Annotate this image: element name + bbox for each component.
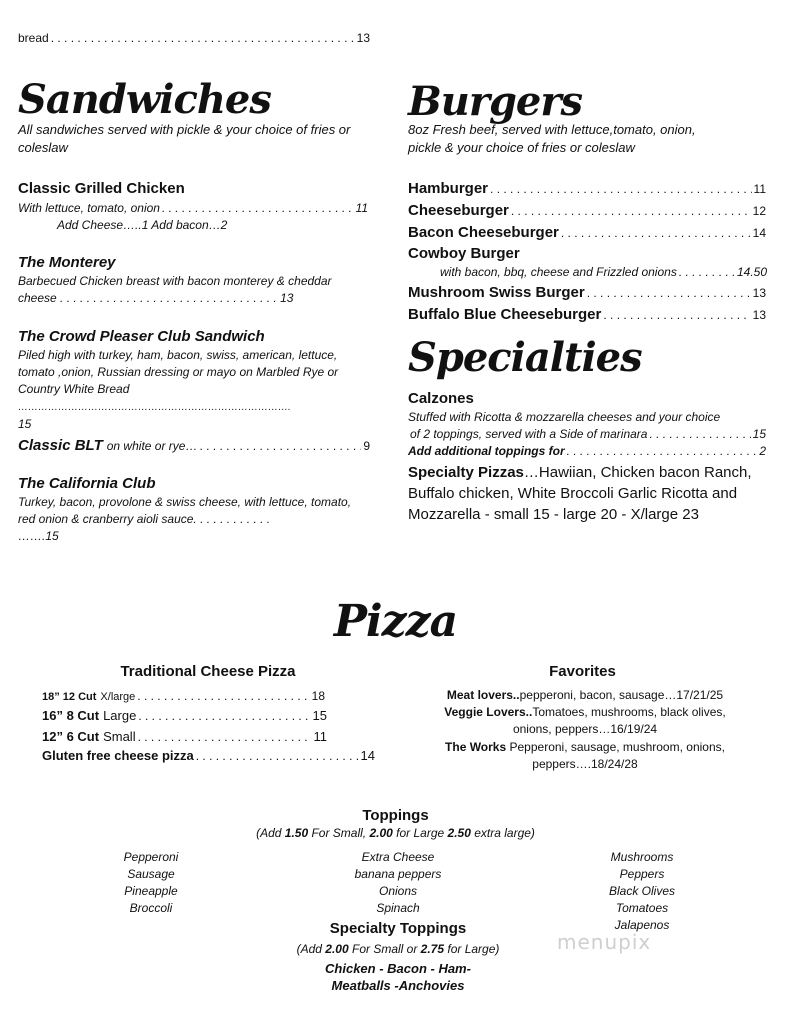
blt-row bbox=[18, 437, 370, 455]
size-12-name: Small bbox=[103, 729, 136, 744]
toppings-note-mid: For Small, bbox=[308, 826, 370, 840]
bacon-cheeseburger-title: Bacon Cheeseburger bbox=[408, 224, 559, 241]
buffalo-blue-price: 13 bbox=[752, 308, 766, 322]
topping-item: Peppers bbox=[619, 867, 665, 881]
monterey-desc: Barbecued Chicken breast with bacon monterey & cheddar cheese bbox=[18, 274, 332, 305]
veggie-lovers bbox=[425, 704, 745, 738]
veggie-lovers-text: Tomatoes, mushrooms, black olives, onions, peppers…16/19/24 bbox=[512, 705, 726, 736]
mushroom-swiss-price: 13 bbox=[752, 286, 766, 300]
crowd-pleaser-desc: Piled high with turkey, ham, bacon, swiss, american, lettuce, tomato ,onion, Russian dressing or mayo on Marbled Rye or Country White Bread bbox=[18, 348, 339, 396]
classic-grilled-chicken-addons: Add Cheese…..1 Add bacon…2 bbox=[57, 218, 228, 232]
leader-dots: ………………………………………………………………………. bbox=[18, 402, 291, 413]
topping-item: Onions bbox=[378, 884, 418, 898]
the-works-text: Pepperoni, sausage, mushroom, onions, peppers….18/24/28 bbox=[509, 740, 725, 771]
cowboy-burger-desc: with bacon, bbq, cheese and Frizzled onions bbox=[440, 265, 677, 279]
traditional-cheese-title: Traditional Cheese Pizza bbox=[120, 663, 296, 680]
size-18-price: 18 bbox=[311, 689, 325, 703]
leader-dots bbox=[511, 204, 751, 218]
mushroom-swiss-row bbox=[408, 284, 766, 302]
size-18-label: 18” 12 Cut bbox=[42, 691, 97, 703]
cheeseburger-price: 12 bbox=[752, 204, 766, 218]
classic-grilled-chicken-price: 11 bbox=[355, 201, 368, 215]
specialty-pizzas-text: …Hawiian, Chicken bacon Ranch, Buffalo chicken, White Broccoli Garlic Ricotta and Mozzarella - small 15 - large 20 - X/large 23 bbox=[408, 464, 752, 523]
bacon-cheeseburger-row bbox=[408, 224, 766, 242]
cheeseburger-title: Cheeseburger bbox=[408, 202, 509, 219]
leader-dots bbox=[51, 30, 355, 47]
buffalo-blue-row bbox=[408, 306, 766, 324]
bread-row bbox=[18, 30, 370, 47]
size-16-name: Large bbox=[103, 708, 137, 723]
california-club-price: 15 bbox=[45, 529, 59, 543]
meat-lovers-name: Meat lovers.. bbox=[446, 688, 520, 702]
specialties-title: Specialties bbox=[408, 334, 642, 381]
bread-price: 13 bbox=[356, 31, 370, 45]
topping-item: Pepperoni bbox=[123, 850, 179, 864]
monterey-title: The Monterey bbox=[18, 254, 116, 271]
sandwiches-subtitle: All sandwiches served with pickle & your choice of fries or coleslaw bbox=[18, 122, 351, 155]
toppings-col1 bbox=[86, 849, 216, 917]
toppings-title: Toppings bbox=[362, 807, 429, 824]
toppings-note-post: extra large) bbox=[470, 826, 535, 840]
topping-item: Black Olives bbox=[608, 884, 676, 898]
additional-toppings-row bbox=[408, 443, 766, 460]
specialty-pizzas-label: Specialty Pizzas bbox=[408, 464, 524, 481]
bacon-cheeseburger-price: 14 bbox=[752, 226, 766, 240]
classic-grilled-chicken-title: Classic Grilled Chicken bbox=[18, 180, 185, 197]
size-16-row bbox=[42, 708, 327, 723]
meat-lovers-text: pepperoni, bacon, sausage…17/21/25 bbox=[519, 688, 724, 702]
burgers-title: Burgers bbox=[408, 78, 582, 125]
leader-dots bbox=[649, 426, 750, 443]
size-16-price: 15 bbox=[312, 708, 327, 723]
toppings-note bbox=[0, 825, 791, 842]
hamburger-price: 11 bbox=[753, 182, 766, 196]
calzones-row bbox=[410, 426, 766, 443]
leader-dots bbox=[587, 286, 751, 300]
gluten-free-row bbox=[42, 748, 375, 763]
hamburger-row bbox=[408, 180, 766, 198]
topping-item: Pineapple bbox=[124, 884, 178, 898]
calzones-price: 15 bbox=[752, 427, 766, 441]
size-18-name: X/large bbox=[100, 691, 136, 703]
additional-toppings-price: 2 bbox=[759, 444, 766, 458]
calzones-desc1: Stuffed with Ricotta & mozzarella cheeses and your choice bbox=[408, 410, 721, 424]
topping-item: banana peppers bbox=[354, 867, 442, 881]
specialty-small-price: 2.00 bbox=[325, 942, 349, 956]
leader-dots: . . . . . . . . . . . . . . . . . . . . . . . . . . . . . . . . . bbox=[60, 291, 281, 305]
bread-label: bread bbox=[18, 31, 49, 45]
blt-desc: on white or rye… bbox=[106, 439, 198, 453]
specialty-note-pre: (Add bbox=[296, 942, 326, 956]
calzones-title: Calzones bbox=[408, 390, 474, 407]
specialty-toppings-line2: Meatballs -Anchovies bbox=[331, 978, 465, 993]
toppings-col3 bbox=[577, 849, 707, 934]
crowd-pleaser-desc-wrap bbox=[18, 347, 370, 433]
leader-dots bbox=[137, 688, 309, 705]
size-12-price: 11 bbox=[313, 729, 327, 744]
toppings-small-price: 1.50 bbox=[284, 826, 309, 840]
topping-item: Tomatoes bbox=[615, 901, 669, 915]
leader-dots bbox=[199, 439, 361, 453]
crowd-pleaser-title: The Crowd Pleaser Club Sandwich bbox=[18, 328, 265, 345]
blt-price: 9 bbox=[363, 439, 370, 453]
menupix-watermark: menupix bbox=[557, 930, 652, 954]
hamburger-title: Hamburger bbox=[408, 180, 489, 197]
leader-dots bbox=[162, 200, 354, 217]
classic-grilled-chicken-desc: With lettuce, tomato, onion bbox=[18, 201, 160, 215]
leader-dots: ……. bbox=[18, 529, 46, 543]
leader-dots bbox=[138, 730, 312, 744]
topping-item: Broccoli bbox=[129, 901, 173, 915]
cowboy-burger-price: 14.50 bbox=[736, 265, 767, 279]
toppings-xl-price: 2.50 bbox=[447, 826, 471, 840]
pizza-title: Pizza bbox=[333, 596, 458, 647]
the-works bbox=[425, 739, 745, 773]
specialty-toppings-line1: Chicken - Bacon - Ham- bbox=[325, 961, 471, 976]
buffalo-blue-title: Buffalo Blue Cheeseburger bbox=[408, 306, 602, 323]
topping-item: Mushrooms bbox=[610, 850, 674, 864]
specialty-note-mid: For Small or bbox=[348, 942, 421, 956]
leader-dots bbox=[561, 226, 751, 240]
toppings-note-mid2: for Large bbox=[392, 826, 448, 840]
burgers-subtitle: 8oz Fresh beef, served with lettuce,tomato, onion, pickle & your choice of fries or coleslaw bbox=[408, 122, 696, 155]
toppings-note-pre: (Add bbox=[256, 826, 285, 840]
leader-dots: . . . . . . . . . . . bbox=[200, 512, 271, 526]
monterey-price: 13 bbox=[280, 291, 294, 305]
specialty-pizzas-block bbox=[408, 462, 768, 525]
mushroom-swiss-title: Mushroom Swiss Burger bbox=[408, 284, 585, 301]
size-16-label: 16” 8 Cut bbox=[42, 708, 100, 723]
specialty-toppings-note bbox=[248, 941, 548, 958]
topping-item: Extra Cheese bbox=[361, 850, 435, 864]
toppings-col2 bbox=[318, 849, 478, 917]
cowboy-burger-title: Cowboy Burger bbox=[408, 245, 520, 262]
sandwiches-title: Sandwiches bbox=[18, 76, 271, 123]
the-works-name: The Works bbox=[445, 740, 507, 754]
california-club-title: The California Club bbox=[18, 475, 156, 492]
gluten-free-label: Gluten free cheese pizza bbox=[42, 748, 194, 763]
leader-dots bbox=[138, 709, 310, 723]
gluten-free-price: 14 bbox=[360, 748, 375, 763]
specialty-large-price: 2.75 bbox=[420, 942, 445, 956]
crowd-pleaser-price: 15 bbox=[18, 417, 32, 431]
topping-item: Sausage bbox=[127, 867, 175, 881]
favorites-title: Favorites bbox=[549, 663, 616, 680]
specialty-toppings-title: Specialty Toppings bbox=[329, 920, 467, 937]
leader-dots bbox=[196, 749, 359, 763]
california-club-desc: Turkey, bacon, provolone & swiss cheese, with lettuce, tomato, red onion & cranberry aioli sauce. bbox=[18, 495, 352, 526]
leader-dots bbox=[679, 264, 735, 281]
blt-title: Classic BLT bbox=[18, 437, 103, 454]
size-18-row bbox=[42, 688, 325, 706]
classic-grilled-chicken-row bbox=[18, 200, 368, 217]
monterey-desc-wrap bbox=[18, 273, 370, 307]
meat-lovers bbox=[425, 687, 745, 704]
size-12-row bbox=[42, 729, 327, 744]
cheeseburger-row bbox=[408, 202, 766, 220]
leader-dots bbox=[567, 443, 758, 460]
california-club-desc-wrap bbox=[18, 494, 370, 545]
size-12-label: 12” 6 Cut bbox=[42, 729, 100, 744]
topping-item: Jalapenos bbox=[614, 918, 670, 932]
cowboy-burger-row bbox=[440, 264, 767, 281]
veggie-lovers-name: Veggie Lovers.. bbox=[444, 705, 533, 719]
specialty-note-post: for Large) bbox=[444, 942, 500, 956]
toppings-large-price: 2.00 bbox=[369, 826, 393, 840]
leader-dots bbox=[490, 182, 752, 196]
additional-toppings-label: Add additional toppings for bbox=[408, 444, 565, 458]
calzones-desc2: of 2 toppings, served with a Side of marinara bbox=[410, 427, 648, 441]
leader-dots bbox=[603, 308, 750, 322]
topping-item: Spinach bbox=[376, 901, 420, 915]
